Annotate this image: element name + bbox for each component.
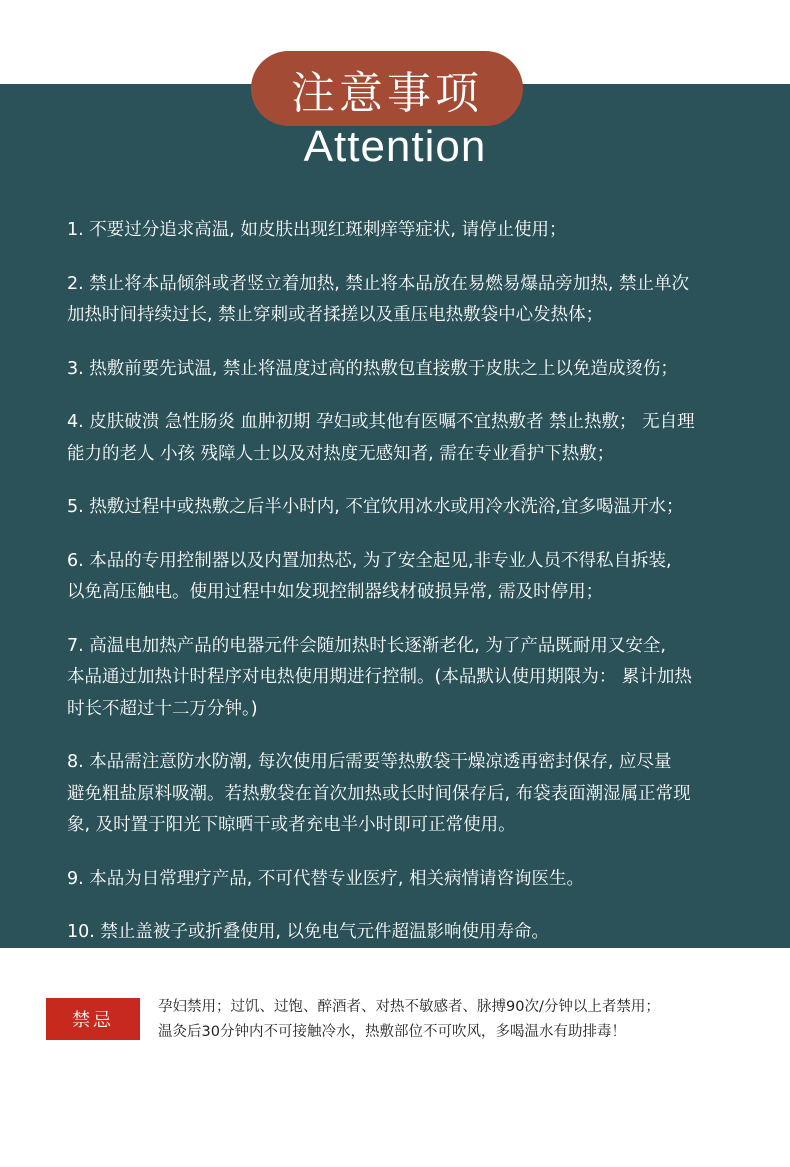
note-item	[67, 864, 742, 896]
note-line: 9. 本品为日常理疗产品, 不可代替专业医疗, 相关病情请咨询医生。	[67, 868, 585, 889]
notes-list	[67, 215, 742, 971]
note-line: 以免高压触电。使用过程中如发现控制器线材破损异常, 需及时停用；	[67, 582, 604, 602]
note-line: 象, 及时置于阳光下晾晒干或者充电半小时即可正常使用。	[67, 815, 516, 835]
page-title: 注意事项	[251, 51, 523, 126]
note-line: 4. 皮肤破溃 急性肠炎 血肿初期 孕妇或其他有医嘱不宜热敷者 禁止热敷； 无自理	[67, 412, 695, 432]
contraindication-line: 温灸后30分钟内不可接触冷水，热敷部位不可吹风，多喝温水有助排毒！	[158, 1024, 626, 1040]
contraindication-line: 孕妇禁用；过饥、过饱、醉酒者、对热不敏感者、脉搏90次/分钟以上者禁用；	[158, 999, 660, 1015]
note-item	[67, 407, 742, 470]
contraindication-badge: 禁忌	[46, 998, 140, 1040]
note-line: 2. 禁止将本品倾斜或者竖立着加热, 禁止将本品放在易燃易爆品旁加热, 禁止单次	[67, 273, 690, 294]
note-item	[67, 269, 742, 332]
note-item	[67, 631, 742, 726]
note-line: 1. 不要过分追求高温, 如皮肤出现红斑刺痒等症状, 请停止使用；	[67, 220, 567, 240]
note-line: 时长不超过十二万分钟。)	[67, 698, 258, 719]
note-line: 加热时间持续过长, 禁止穿刺或者揉搓以及重压电热敷袋中心发热体；	[67, 305, 604, 325]
note-line: 6. 本品的专用控制器以及内置加热芯, 为了安全起见,非专业人员不得私自拆装,	[67, 550, 672, 571]
note-line: 3. 热敷前要先试温, 禁止将温度过高的热敷包直接敷于皮肤之上以免造成烫伤；	[67, 358, 678, 379]
note-item	[67, 917, 742, 949]
note-line: 8. 本品需注意防水防潮, 每次使用后需要等热敷袋干燥凉透再密封保存, 应尽量	[67, 752, 672, 772]
note-line: 避免粗盐原料吸潮。若热敷袋在首次加热或长时间保存后, 布袋表面潮湿属正常现	[67, 783, 691, 804]
page-subtitle: Attention	[303, 122, 487, 171]
note-item	[67, 215, 742, 247]
note-item	[67, 747, 742, 842]
note-item	[67, 546, 742, 609]
note-line: 5. 热敷过程中或热敷之后半小时内, 不宜饮用冰水或用冷水洗浴,宜多喝温开水；	[67, 497, 684, 517]
note-line: 10. 禁止盖被子或折叠使用, 以免电气元件超温影响使用寿命。	[67, 922, 550, 942]
note-line: 7. 高温电加热产品的电器元件会随加热时长逐渐老化, 为了产品既耐用又安全,	[67, 635, 666, 656]
note-line: 本品通过加热计时程序对电热使用期进行控制。(本品默认使用期限为： 累计加热	[67, 667, 692, 687]
note-line: 能力的老人 小孩 残障人士以及对热度无感知者, 需在专业看护下热敷；	[67, 443, 615, 464]
contraindication-text	[158, 995, 768, 1045]
note-item	[67, 354, 742, 386]
note-item	[67, 492, 742, 524]
